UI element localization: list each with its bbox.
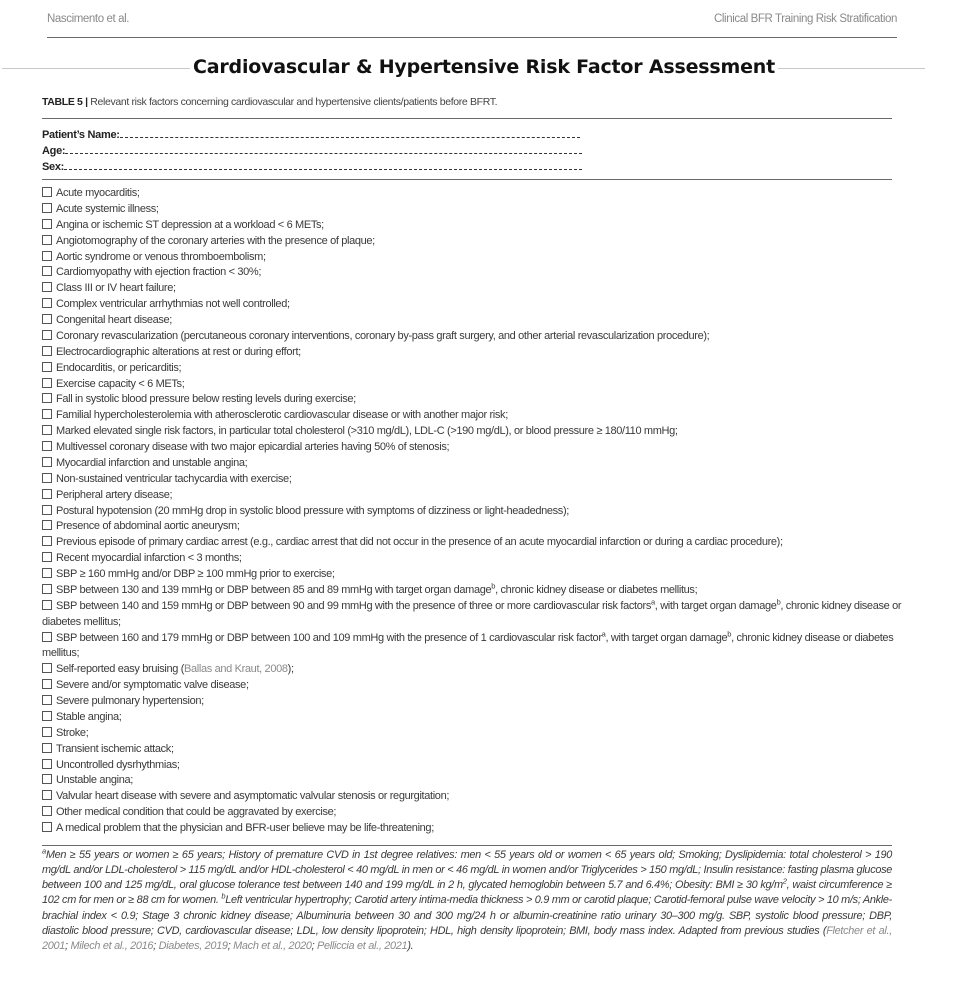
checkbox[interactable] — [42, 806, 52, 816]
checkbox[interactable] — [42, 362, 52, 372]
footnote-part-1: Men ≥ 55 years or women ≥ 65 years; History of premature CVD in 1st degree relatives: men < 55 years old or women < 65 years old; Smoking; Dyslipidemia: total cholesterol > 190 mg/dL and/or LDL-cholesterol > 115 mg/dL and/or HDL-cholesterol < 40 mg/dL in men or < 46 mg/dL in women and/or Triglycerides > 150 mg/dL; Insulin resistance: fasting plasma glucose between 100 and 125 mg/dL, oral glucose tolerance test between 140 and 199 mg/dL in 2 h, glycated hemoglobin between 5.7 and 6.4%; Obesity: BMI ≥ 30 kg/m — [42, 849, 892, 892]
patient-info-form — [42, 126, 892, 180]
checklist-item[interactable] — [42, 313, 902, 329]
footnote-superscript-2: 2 — [782, 876, 787, 886]
checklist-item[interactable] — [42, 519, 902, 535]
citation-separator: ; — [227, 939, 234, 952]
checklist-item[interactable] — [42, 408, 902, 424]
checklist-item-label: Severe and/or symptomatic valve disease; — [56, 679, 249, 692]
checklist-item-label: Recent myocardial infarction < 3 months; — [56, 552, 242, 565]
checkbox[interactable] — [42, 187, 52, 197]
age-label: Age: — [42, 145, 66, 157]
footnote-ref: a — [601, 628, 606, 638]
checklist-item[interactable] — [42, 361, 902, 377]
checklist-item[interactable] — [42, 329, 902, 345]
checklist-item[interactable] — [42, 281, 902, 297]
citation-separator: ; — [153, 939, 159, 952]
checkbox[interactable] — [42, 679, 52, 689]
checkbox[interactable] — [42, 251, 52, 261]
checkbox[interactable] — [42, 473, 52, 483]
checklist-item[interactable] — [42, 377, 902, 393]
checklist-item[interactable] — [42, 392, 902, 408]
risk-factor-checklist — [42, 186, 902, 837]
checklist-item[interactable] — [42, 456, 902, 472]
checklist-item[interactable] — [42, 234, 902, 250]
checkbox[interactable] — [42, 632, 52, 642]
checklist-item-label: Stroke; — [56, 726, 89, 739]
checklist-item-label-cont: , chronic kidney disease or diabetes mellitus; — [495, 583, 698, 596]
checklist-item-label-cont: , chronic kidney disease or diabetes mellitus; — [42, 599, 902, 628]
checklist-item[interactable] — [42, 742, 902, 758]
checklist-item-label-cont: , with target organ damage — [654, 599, 777, 612]
footnote-marker-b: b — [221, 891, 226, 901]
checklist-item-label: Exercise capacity < 6 METs; — [56, 377, 185, 390]
checklist-item-label: A medical problem that the physician and BFR-user believe may be life-threatening; — [56, 822, 434, 834]
checklist-item-label: Unstable angina; — [56, 774, 133, 787]
checklist-item[interactable] — [42, 758, 902, 774]
checkbox[interactable] — [42, 330, 52, 340]
checklist-item-label: SBP between 160 and 179 mmHg or DBP between 100 and 109 mmHg with the presence of 1 cardiovascular risk factor — [56, 631, 602, 644]
checkbox[interactable] — [42, 663, 52, 673]
checklist-item[interactable] — [42, 678, 902, 694]
running-header-title: Clinical BFR Training Risk Stratification — [714, 13, 897, 25]
checklist-item-label: Fall in systolic blood pressure below resting levels during exercise; — [56, 393, 356, 406]
checkbox[interactable] — [42, 520, 52, 530]
checkbox[interactable] — [42, 552, 52, 562]
checklist-item[interactable] — [42, 424, 902, 440]
checklist-item-label: SBP ≥ 160 mmHg and/or DBP ≥ 100 mmHg prior to exercise; — [56, 568, 335, 580]
footnote-ref: b — [491, 581, 496, 591]
checklist-item-label-cont: ); — [287, 663, 294, 676]
checklist-item-label: Acute systemic illness; — [56, 202, 159, 215]
citation-link[interactable]: Diabetes, 2019 — [158, 939, 228, 952]
checklist-item[interactable] — [42, 472, 902, 488]
citation-link[interactable]: Ballas and Kraut, 2008 — [184, 663, 288, 676]
checklist-item[interactable] — [42, 662, 902, 678]
checklist-item[interactable] — [42, 202, 902, 218]
table-label: TABLE 5 | — [42, 96, 88, 108]
footnote-divider — [42, 845, 892, 846]
checklist-item[interactable] — [42, 250, 902, 266]
checkbox[interactable] — [42, 425, 52, 435]
checklist-item-label: Stable angina; — [56, 710, 122, 723]
citation-link[interactable]: Mach et al., 2020 — [233, 939, 312, 952]
footnote-part-2: , waist circumference ≥ 102 cm for men or ≥ 88 cm for women. — [42, 879, 892, 907]
title-rule-left — [2, 68, 190, 69]
checkbox[interactable] — [42, 743, 52, 753]
running-header-authors: Nascimento et al. — [47, 13, 130, 25]
table-caption — [42, 96, 892, 119]
checklist-item[interactable] — [42, 551, 902, 567]
checklist-item-label: Marked elevated single risk factors, in particular total cholesterol (>310 mg/dL), LDL-C (>190 mg/dL), or blood pressure ≥ 180/110 mmHg; — [56, 425, 678, 438]
checklist-item[interactable] — [42, 297, 902, 313]
age-input[interactable] — [65, 142, 582, 154]
checklist-item-label: Acute myocarditis; — [56, 187, 140, 199]
footnote-ref: b — [727, 628, 732, 638]
checkbox[interactable] — [42, 790, 52, 800]
checkbox[interactable] — [42, 441, 52, 451]
checklist-item[interactable] — [42, 694, 902, 710]
checklist-item[interactable] — [42, 821, 902, 837]
checklist-item-label: Endocarditis, or pericarditis; — [56, 361, 182, 374]
patient-name-input[interactable] — [120, 126, 580, 138]
checkbox[interactable] — [42, 759, 52, 769]
checklist-item[interactable] — [42, 567, 902, 583]
checklist-item-label: Class III or IV heart failure; — [56, 282, 176, 295]
checklist-item-label: Familial hypercholesterolemia with atherosclerotic cardiovascular disease or with another major risk; — [56, 409, 508, 422]
checklist-item[interactable] — [42, 805, 902, 821]
age-field[interactable] — [42, 142, 892, 158]
checklist-item[interactable] — [42, 710, 902, 726]
document-title: Cardiovascular & Hypertensive Risk Factor Assessment — [193, 56, 775, 78]
citation-link[interactable]: Fletcher et al., 2001 — [42, 924, 892, 952]
checklist-item-label: Peripheral artery disease; — [56, 488, 173, 501]
patient-name-label: Patient’s Name: — [42, 129, 120, 141]
checklist-item[interactable] — [42, 535, 902, 551]
checkbox[interactable] — [42, 822, 52, 832]
checkbox[interactable] — [42, 600, 52, 610]
checklist-item[interactable] — [42, 440, 902, 456]
checkbox[interactable] — [42, 393, 52, 403]
footnote-ref: b — [776, 597, 781, 607]
checkbox[interactable] — [42, 711, 52, 721]
checklist-item-label: Self-reported easy bruising ( — [56, 663, 185, 676]
footnote-marker-a: a — [42, 846, 46, 856]
checklist-item[interactable] — [42, 789, 902, 805]
checklist-item[interactable] — [42, 488, 902, 504]
checklist-item[interactable] — [42, 599, 902, 631]
checklist-item-label: SBP between 140 and 159 mmHg or DBP between 90 and 99 mmHg with the presence of three or more cardiovascular risk factors — [56, 599, 651, 612]
checkbox[interactable] — [42, 266, 52, 276]
checkbox[interactable] — [42, 505, 52, 515]
checklist-item[interactable] — [42, 504, 902, 520]
checklist-item-label: Other medical condition that could be aggravated by exercise; — [56, 806, 337, 819]
checklist-item-label: Non-sustained ventricular tachycardia with exercise; — [56, 472, 292, 485]
checklist-item-label: Complex ventricular arrhythmias not well controlled; — [56, 298, 290, 311]
title-rule-right — [778, 68, 925, 69]
footnote-end: ). — [407, 939, 414, 952]
checklist-item-label: Uncontrolled dysrhythmias; — [56, 758, 180, 771]
checkbox[interactable] — [42, 203, 52, 213]
checkbox[interactable] — [42, 774, 52, 784]
checklist-item-label-cont: , chronic kidney disease or diabetes mellitus; — [42, 631, 894, 660]
checklist-item-label: Presence of abdominal aortic aneurysm; — [56, 520, 240, 533]
checklist-item-label: Severe pulmonary hypertension; — [56, 695, 204, 707]
checkbox[interactable] — [42, 568, 52, 578]
checkbox[interactable] — [42, 346, 52, 356]
checklist-item[interactable] — [42, 218, 902, 234]
sex-input[interactable] — [64, 158, 582, 170]
footnote-ref: a — [650, 597, 655, 607]
checklist-item-label: Myocardial infarction and unstable angina; — [56, 456, 248, 469]
sex-field[interactable] — [42, 158, 892, 174]
checkbox[interactable] — [42, 457, 52, 467]
checkbox[interactable] — [42, 409, 52, 419]
checkbox[interactable] — [42, 219, 52, 229]
checkbox[interactable] — [42, 314, 52, 324]
checklist-item-label: Cardiomyopathy with ejection fraction < 30%; — [56, 266, 262, 279]
citation-link[interactable]: Milech et al., 2016 — [70, 939, 154, 952]
checklist-item-label: Coronary revascularization (percutaneous coronary interventions, coronary by-pass graft surgery, and other arterial revascularization procedure); — [56, 329, 710, 342]
checkbox[interactable] — [42, 298, 52, 308]
checkbox[interactable] — [42, 378, 52, 388]
checklist-item-label: Multivessel coronary disease with two major epicardial arteries having 50% of stenosis; — [56, 441, 450, 453]
citation-link[interactable]: Pelliccia et al., 2021 — [317, 939, 408, 952]
checkbox[interactable] — [42, 282, 52, 292]
checklist-item[interactable] — [42, 583, 902, 599]
checkbox[interactable] — [42, 235, 52, 245]
sex-label: Sex: — [42, 161, 65, 173]
checklist-item-label: Valvular heart disease with severe and asymptomatic valvular stenosis or regurgitation; — [56, 790, 450, 803]
checklist-item-label: SBP between 130 and 139 mmHg or DBP between 85 and 89 mmHg with target organ damage — [56, 583, 492, 596]
running-header — [47, 12, 897, 38]
citation-separator: ; — [65, 939, 71, 952]
patient-name-field[interactable] — [42, 126, 892, 142]
checklist-item-label: Angina or ischemic ST depression at a workload < 6 METs; — [56, 218, 324, 231]
checklist-item-label: Congenital heart disease; — [56, 314, 172, 326]
checklist-item[interactable] — [42, 265, 902, 281]
checkbox[interactable] — [42, 695, 52, 705]
checkbox[interactable] — [42, 727, 52, 737]
checklist-item-label: Aortic syndrome or venous thromboembolism; — [56, 250, 266, 263]
citation-separator: ; — [311, 939, 318, 952]
checklist-item-label: Electrocardiographic alterations at rest or during effort; — [56, 345, 301, 358]
checkbox[interactable] — [42, 584, 52, 594]
table-caption-text: Relevant risk factors concerning cardiovascular and hypertensive clients/patients before BFRT. — [87, 96, 498, 108]
footnote-part-3: Left ventricular hypertrophy; Carotid artery intima-media thickness > 0.9 mm or carotid plaque; Carotid-femoral pulse wave velocity > 10 m/s; Ankle-brachial index < 0.9; Stage 3 chronic kidney disease; Albuminuria between 30 and 300 mg/24 h or albumin-creatinine ratio urinary 30–300 mg/g. SBP, systolic blood pressure; DBP, diastolic blood pressure; CVD, cardiovascular disease; LDL, low density lipoprotein; HDL, high density lipoprotein; BMI, body mass index. Adapted from previous studies ( — [42, 894, 892, 937]
checklist-item[interactable] — [42, 773, 902, 789]
checkbox[interactable] — [42, 536, 52, 546]
checklist-item-label: Previous episode of primary cardiac arrest (e.g., cardiac arrest that did not occur in the presence of an acute myocardial infarction or during a cardiac procedure); — [56, 536, 783, 549]
checklist-item[interactable] — [42, 345, 902, 361]
checklist-item[interactable] — [42, 186, 902, 202]
checkbox[interactable] — [42, 489, 52, 499]
checklist-item-label: Postural hypotension (20 mmHg drop in systolic blood pressure with symptoms of dizziness or light-headedness); — [56, 504, 569, 517]
checklist-item-label: Angiotomography of the coronary arteries with the presence of plaque; — [56, 234, 375, 247]
checklist-item-label: Transient ischemic attack; — [56, 742, 174, 755]
checklist-item[interactable] — [42, 726, 902, 742]
checklist-item[interactable] — [42, 628, 902, 663]
checklist-item-label-cont: , with target organ damage — [605, 631, 728, 644]
table-footnote — [42, 848, 892, 954]
